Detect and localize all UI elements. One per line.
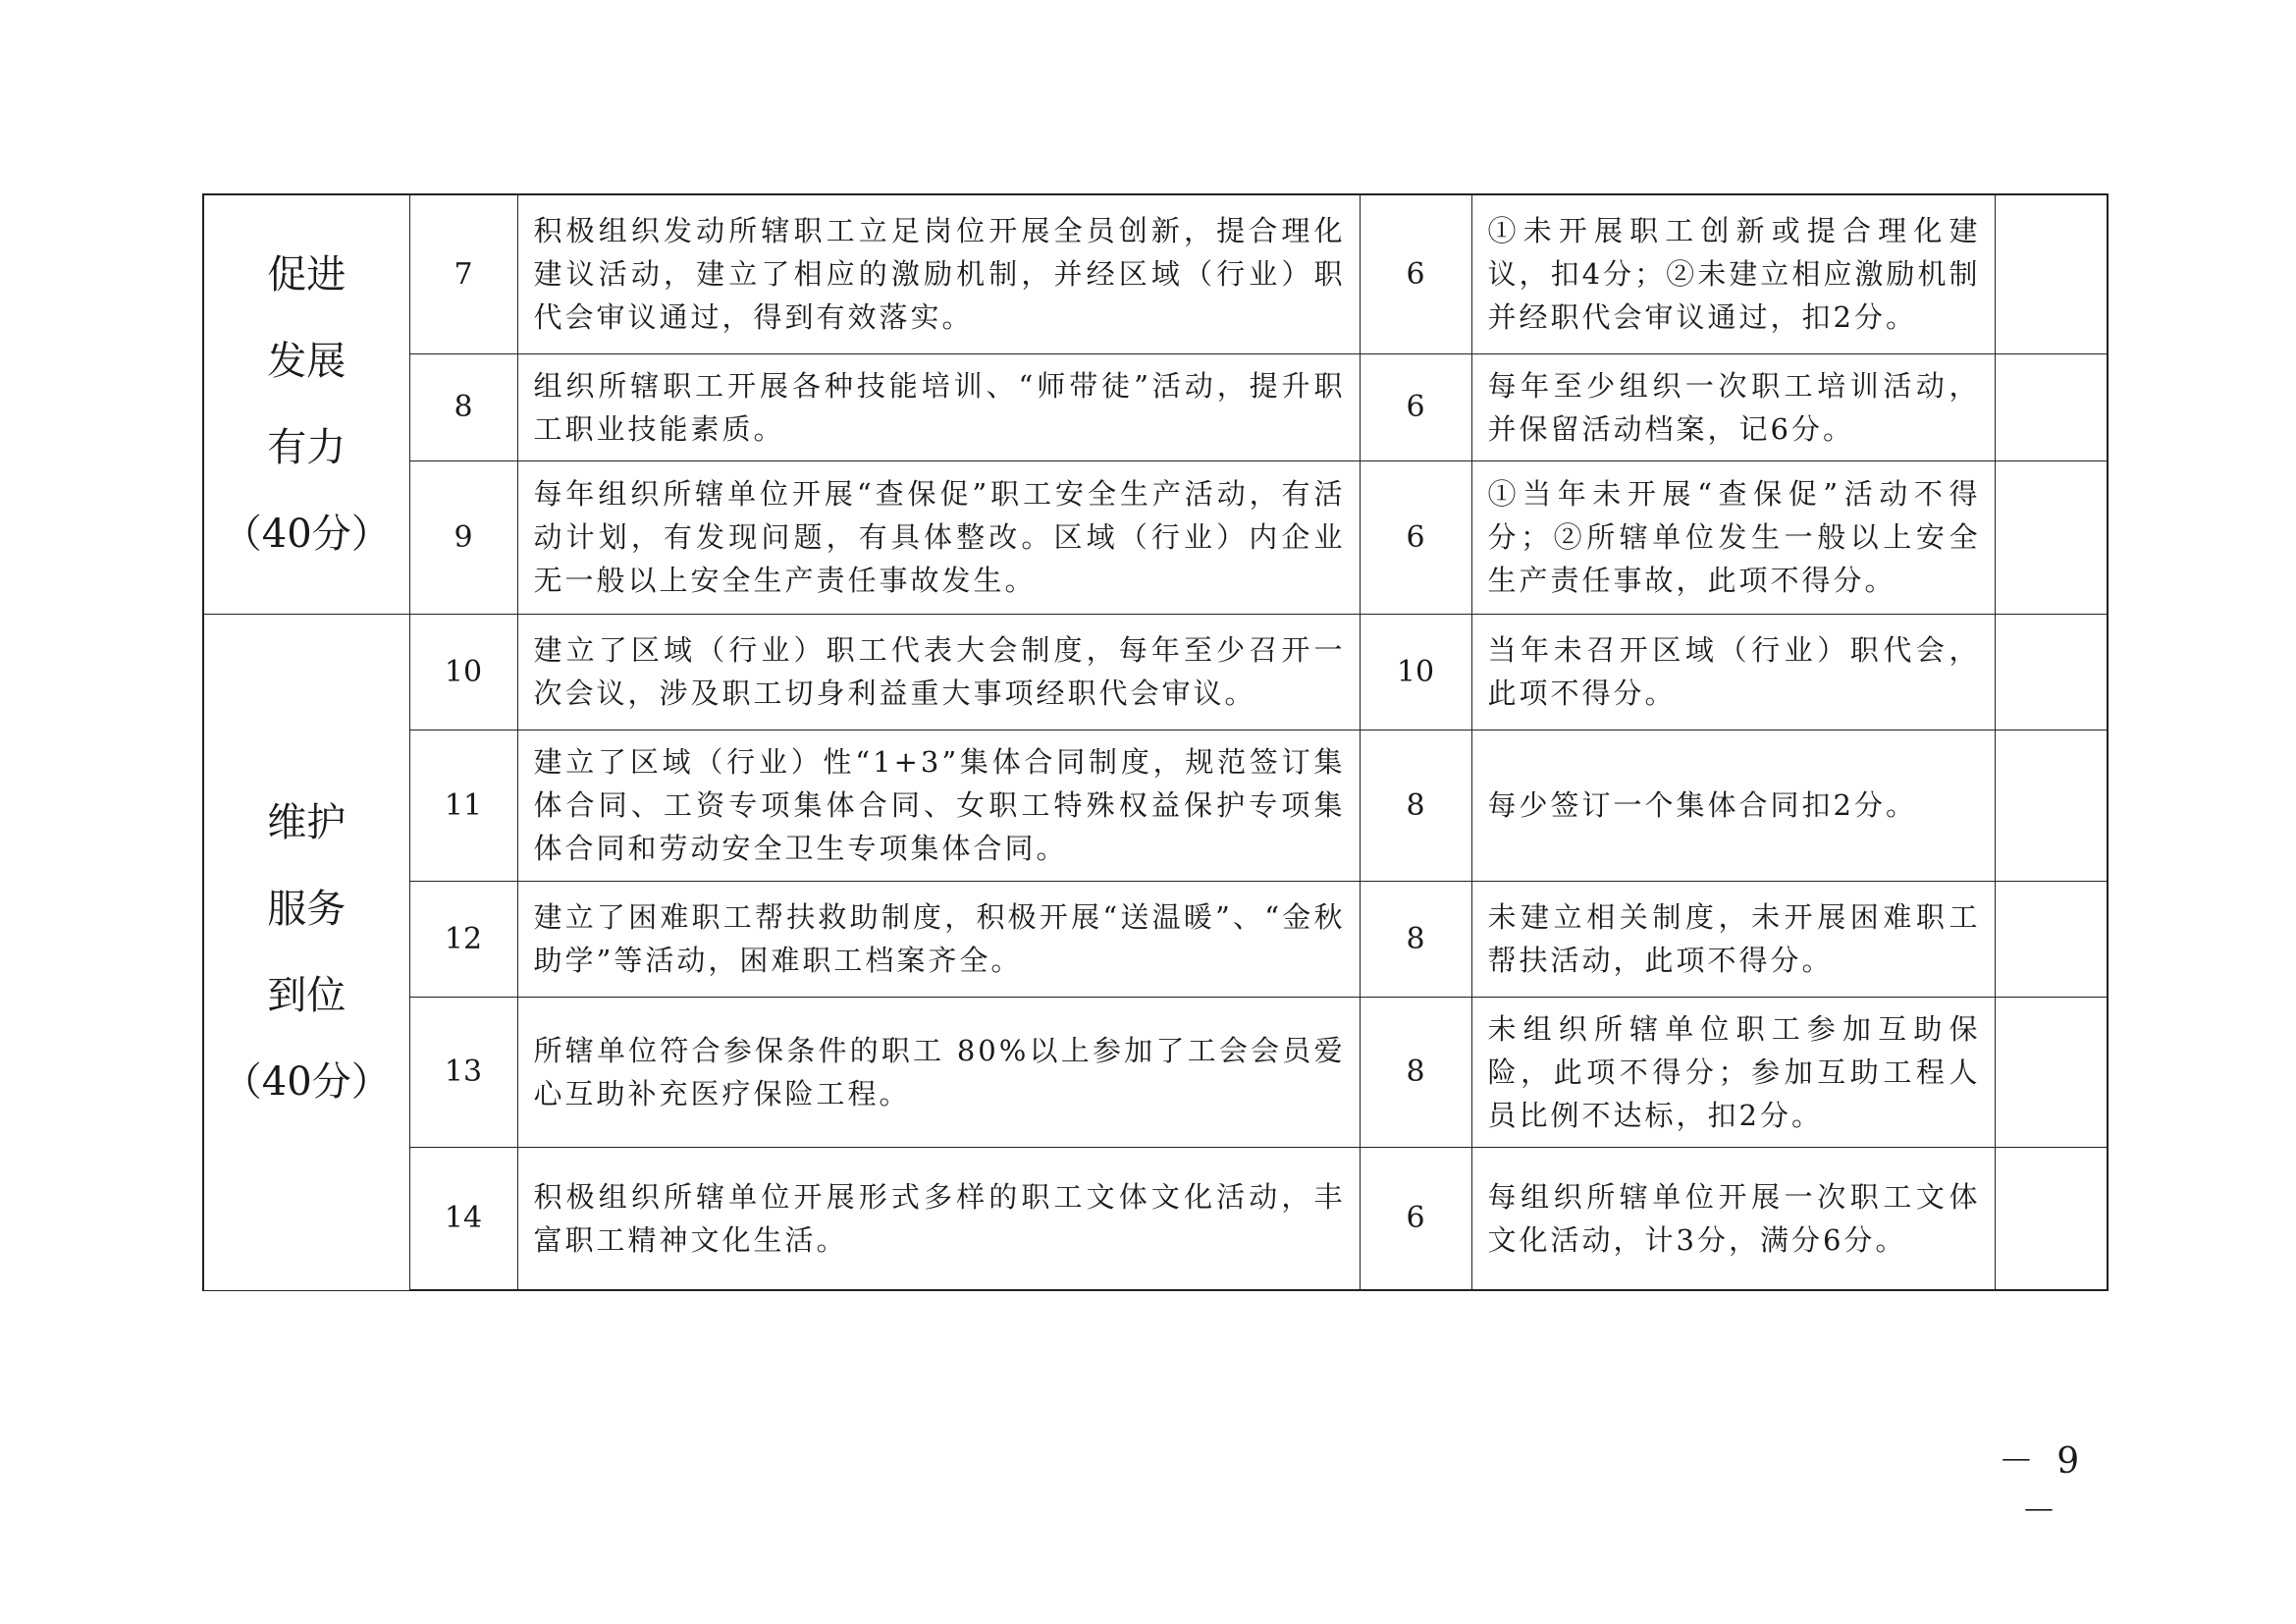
page-number: － 9 － [1998,1441,2086,1532]
item-content: 积极组织发动所辖职工立足岗位开展全员创新，提合理化建议活动，建立了相应的激励机制，并经区域（行业）职代会审议通过，得到有效落实。 [517,194,1360,353]
item-content: 所辖单位符合参保条件的职工 80%以上参加了工会会员爱心互助补充医疗保险工程。 [517,997,1360,1147]
item-content: 每年组织所辖单位开展“查保促”职工安全生产活动，有活动计划，有发现问题，有具体整改。区域（行业）内企业无一般以上安全生产责任事故发生。 [517,460,1360,614]
item-standard: 未建立相关制度，未开展困难职工帮扶活动，此项不得分。 [1471,881,1995,997]
item-number: 7 [409,194,517,353]
table-row [203,1147,2108,1290]
item-number: 14 [409,1147,517,1290]
table-row [203,881,2108,997]
table-row [203,194,2108,353]
category-label: 到位 [267,972,347,1018]
category-label: 有力 [267,424,347,470]
table-row [203,997,2108,1147]
item-standard: 未组织所辖单位职工参加互助保险，此项不得分；参加互助工程人员比例不达标，扣2分。 [1471,997,1995,1147]
item-score: 6 [1360,460,1471,614]
category-label: 维护 [267,799,347,845]
item-number: 9 [409,460,517,614]
category-cell [203,194,409,614]
item-number: 10 [409,614,517,730]
item-number: 8 [409,353,517,460]
item-score: 10 [1360,614,1471,730]
item-result [1995,997,2108,1147]
item-result [1995,194,2108,353]
item-standard: 每组织所辖单位开展一次职工文体文化活动，计3分，满分6分。 [1471,1147,1995,1290]
item-content: 积极组织所辖单位开展形式多样的职工文体文化活动，丰富职工精神文化生活。 [517,1147,1360,1290]
category-cell [203,614,409,1290]
item-result [1995,881,2108,997]
item-content: 组织所辖职工开展各种技能培训、“师带徒”活动，提升职工职业技能素质。 [517,353,1360,460]
item-content: 建立了区域（行业）性“1+3”集体合同制度，规范签订集体合同、工资专项集体合同、女职工特殊权益保护专项集体合同和劳动安全卫生专项集体合同。 [517,730,1360,881]
item-standard: 每年至少组织一次职工培训活动，并保留活动档案，记6分。 [1471,353,1995,460]
item-result [1995,730,2108,881]
item-result [1995,1147,2108,1290]
table-row [203,730,2108,881]
item-score: 8 [1360,881,1471,997]
item-score: 6 [1360,1147,1471,1290]
table-row [203,353,2108,460]
item-result [1995,353,2108,460]
item-standard: ①当年未开展“查保促”活动不得分；②所辖单位发生一般以上安全生产责任事故，此项不得分。 [1471,460,1995,614]
category-label: 服务 [267,886,347,932]
table-row [203,460,2108,614]
item-standard: ①未开展职工创新或提合理化建议，扣4分；②未建立相应激励机制并经职代会审议通过，扣2分。 [1471,194,1995,353]
table-row [203,614,2108,730]
item-score: 6 [1360,353,1471,460]
item-standard: 每少签订一个集体合同扣2分。 [1471,730,1995,881]
category-label: 发展 [267,338,347,384]
item-score: 8 [1360,997,1471,1147]
item-number: 11 [409,730,517,881]
item-result [1995,614,2108,730]
item-number: 12 [409,881,517,997]
evaluation-table [202,193,2109,1291]
category-score-label: （40分） [222,511,391,557]
item-content: 建立了困难职工帮扶救助制度，积极开展“送温暖”、“金秋助学”等活动，困难职工档案齐全。 [517,881,1360,997]
item-number: 13 [409,997,517,1147]
item-score: 8 [1360,730,1471,881]
item-content: 建立了区域（行业）职工代表大会制度，每年至少召开一次会议，涉及职工切身利益重大事项经职代会审议。 [517,614,1360,730]
item-result [1995,460,2108,614]
item-score: 6 [1360,194,1471,353]
item-standard: 当年未召开区域（行业）职代会，此项不得分。 [1471,614,1995,730]
category-label: 促进 [267,251,347,298]
category-score-label: （40分） [222,1058,391,1105]
